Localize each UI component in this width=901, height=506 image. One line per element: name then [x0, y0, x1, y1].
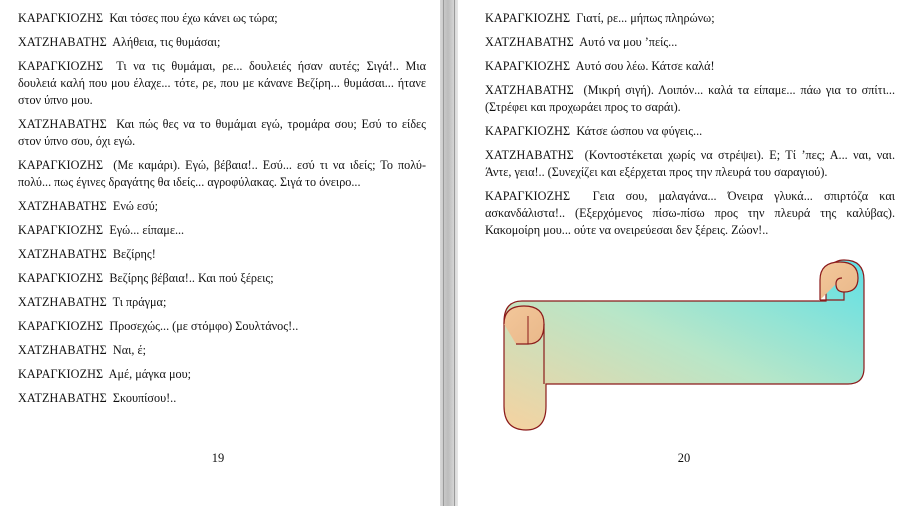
right-dialogue-line [485, 34, 895, 51]
dialogue-text: Προσεχώς... (με στόμφο) Σουλτάνος!.. [109, 319, 299, 333]
left-dialogue-line [18, 116, 426, 150]
dialogue-text: Ναι, έ; [112, 343, 146, 357]
speaker-name: ΚΑΡΑΓΚΙΟΖΗΣ [18, 59, 104, 73]
speaker-name: ΧΑΤΖΗΑΒΑΤΗΣ [18, 199, 107, 213]
speaker-name: ΧΑΤΖΗΑΒΑΤΗΣ [18, 117, 107, 131]
dialogue-text: (Μικρή σιγή). Λοιπόν... καλά τα είπαμε... πάω για το σπίτι... (Στρέφει και προχωράει προς το σαράι). [485, 83, 895, 114]
dialogue-text: Αυτό σου λέω. Κάτσε καλά! [575, 59, 715, 73]
speaker-name: ΚΑΡΑΓΚΙΟΖΗΣ [485, 11, 571, 25]
left-dialogue-line [18, 246, 426, 263]
speaker-name: ΚΑΡΑΓΚΙΟΖΗΣ [18, 11, 104, 25]
speaker-name: ΧΑΤΖΗΑΒΑΤΗΣ [18, 391, 107, 405]
right-dialogue-line [485, 123, 895, 140]
dialogue-text: (Κοντοστέκεται χωρίς να στρέψει). Ε; Τί ’πες; Α... ναι, ναι. Άντε, γεια!.. (Συνεχίζει και εξέρχεται προς την πλευρά του σαραγιού). [485, 148, 895, 179]
speaker-name: ΧΑΤΖΗΑΒΑΤΗΣ [485, 35, 574, 49]
speaker-name: ΧΑΤΖΗΑΒΑΤΗΣ [485, 83, 574, 97]
dialogue-text: (Με καμάρι). Εγώ, βέβαια!.. Εσύ... εσύ τι να ιδείς; Το πολύ-πολύ... πως έγινες δραγάτης θα ιδείς... αγροφύλακας. Σιγά το όνειρο... [18, 158, 427, 189]
dialogue-text: Τι πράγμα; [112, 295, 167, 309]
dialogue-text: Και πώς θες να το θυμάμαι εγώ, τρομάρα σου; Εσύ το είδες στον ύπνο σου, όχι εγώ. [18, 117, 427, 148]
right-dialogue-line [485, 188, 895, 239]
left-dialogue-line [18, 390, 426, 407]
dialogue-text: Εγώ... είπαμε... [109, 223, 185, 237]
dialogue-text: Βεζίρης! [112, 247, 156, 261]
speaker-name: ΚΑΡΑΓΚΙΟΖΗΣ [18, 319, 104, 333]
left-dialogue-line [18, 198, 426, 215]
page-number-right: 20 [677, 451, 691, 465]
dialogue-text: Αλήθεια, τις θυμάσαι; [112, 35, 221, 49]
dialogue-text: Γεια σου, μαλαγάνα... Όνειρα γλυκά... σπιρτόζα και ασκανδάλιστα!.. (Εξερχόμενος πίσω-πίσω προς την πλευρά της καλύβας). Κακομοίρη μου... ούτε να ονειρεύεσαι δεν ξέρεις. Ζώον!.. [485, 189, 895, 237]
speaker-name: ΧΑΤΖΗΑΒΑΤΗΣ [18, 295, 107, 309]
speaker-name: ΚΑΡΑΓΚΙΟΖΗΣ [18, 367, 104, 381]
dialogue-text: Τι να τις θυμάμαι, ρε... δουλειές ήσαν αυτές; Σιγά!.. Μια δουλειά καλή που μου έλαχε... τότε, ρε, που με κάνανε Βεζίρη... θυμάσαι... ήτανε στον ύπνο μου. [18, 59, 426, 107]
scroll-banner-icon [498, 256, 870, 436]
left-dialogue-line [18, 270, 426, 287]
speaker-name: ΚΑΡΑΓΚΙΟΖΗΣ [485, 124, 571, 138]
speaker-name: ΧΑΤΖΗΑΒΑΤΗΣ [18, 343, 107, 357]
speaker-name: ΧΑΤΖΗΑΒΑΤΗΣ [18, 247, 107, 261]
left-dialogue-line [18, 222, 426, 239]
left-dialogue-line [18, 10, 426, 27]
dialogue-text: Αυτό να μου ’πείς... [579, 35, 678, 49]
left-dialogue-line [18, 366, 426, 383]
left-dialogue-line [18, 294, 426, 311]
left-dialogue-line [18, 318, 426, 335]
dialogue-text: Ενώ εσύ; [112, 199, 159, 213]
dialogue-text: Σκουπίσου!.. [112, 391, 177, 405]
left-page [0, 0, 440, 506]
right-dialogue-line [485, 58, 895, 75]
left-dialogue-line [18, 34, 426, 51]
left-dialogue-line [18, 342, 426, 359]
dialogue-text: Και τόσες που έχω κάνει ως τώρα; [109, 11, 278, 25]
dialogue-text: Γιατί, ρε... μήπως πληρώνω; [576, 11, 715, 25]
page-gutter [440, 0, 458, 506]
speaker-name: ΚΑΡΑΓΚΙΟΖΗΣ [485, 189, 571, 203]
dialogue-text: Κάτσε ώσπου να φύγεις... [576, 124, 703, 138]
scroll-banner-illustration [498, 256, 870, 441]
right-dialogue-line [485, 147, 895, 181]
speaker-name: ΧΑΤΖΗΑΒΑΤΗΣ [18, 35, 107, 49]
speaker-name: ΚΑΡΑΓΚΙΟΖΗΣ [18, 271, 104, 285]
page-number-left: 19 [211, 451, 225, 465]
speaker-name: ΚΑΡΑΓΚΙΟΖΗΣ [485, 59, 571, 73]
speaker-name: ΚΑΡΑΓΚΙΟΖΗΣ [18, 158, 104, 172]
right-dialogue-line [485, 10, 895, 27]
right-dialogue-line [485, 82, 895, 116]
left-dialogue-line [18, 157, 426, 191]
dialogue-text: Βεζίρης βέβαια!.. Και πού ξέρεις; [109, 271, 274, 285]
speaker-name: ΚΑΡΑΓΚΙΟΖΗΣ [18, 223, 104, 237]
dialogue-text: Αμέ, μάγκα μου; [108, 367, 192, 381]
right-page-text [485, 10, 895, 246]
left-dialogue-line [18, 58, 426, 109]
speaker-name: ΧΑΤΖΗΑΒΑΤΗΣ [485, 148, 574, 162]
left-page-text [18, 10, 426, 414]
